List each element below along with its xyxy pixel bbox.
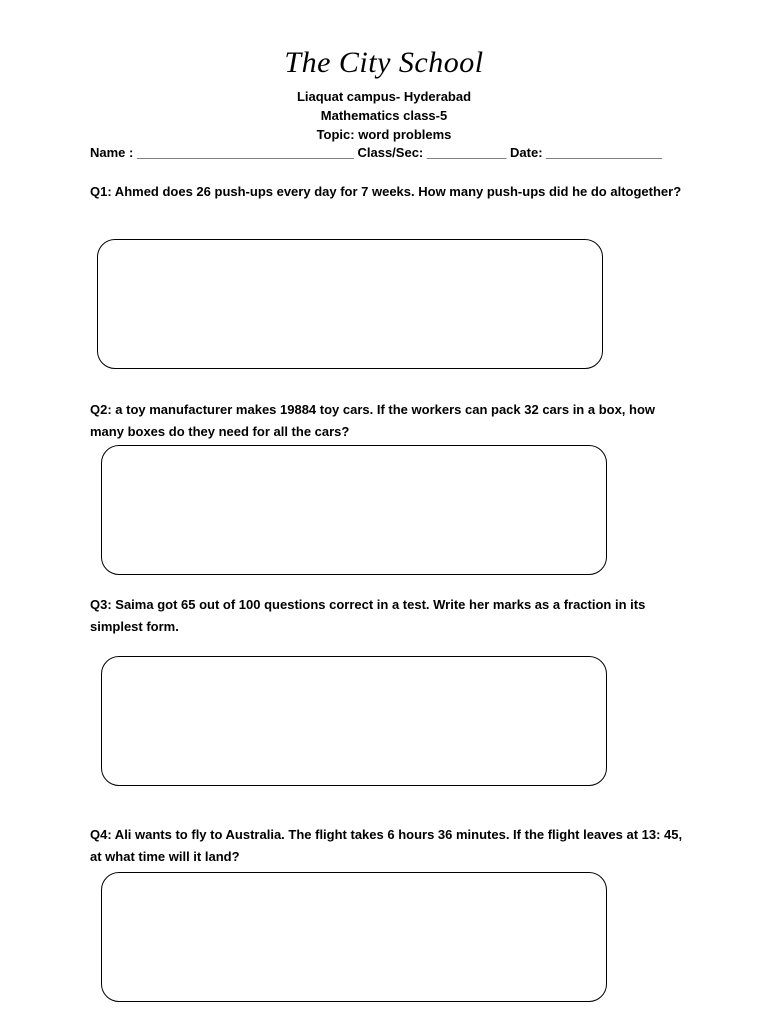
question-3: Q3: Saima got 65 out of 100 questions correct in a test. Write her marks as a fraction in its simplest form. bbox=[90, 597, 646, 634]
answer-box-3[interactable] bbox=[101, 656, 607, 786]
question-4: Q4: Ali wants to fly to Australia. The flight takes 6 hours 36 minutes. If the flight leaves at 13: 45, at what time will it land? bbox=[90, 827, 683, 864]
date-blank[interactable]: ________________ bbox=[546, 145, 662, 160]
answer-box-4[interactable] bbox=[101, 872, 607, 1002]
question-1: Q1: Ahmed does 26 push-ups every day for 7 weeks. How many push-ups did he do altogether? bbox=[90, 184, 682, 199]
name-blank[interactable]: ______________________________ bbox=[136, 145, 354, 160]
campus-line: Liaquat campus- Hyderabad bbox=[296, 89, 472, 104]
class-label: Class/Sec: bbox=[353, 145, 427, 160]
name-label: Name : bbox=[90, 145, 137, 160]
question-2: Q2: a toy manufacturer makes 19884 toy cars. If the workers can pack 32 cars in a box, how many boxes do they need for all the cars? bbox=[90, 402, 656, 439]
topic-line: Topic: word problems bbox=[316, 127, 452, 142]
student-info-line bbox=[90, 145, 662, 160]
class-blank[interactable]: ___________ bbox=[426, 145, 507, 160]
answer-box-2[interactable] bbox=[101, 445, 607, 575]
school-title: The City School bbox=[284, 46, 484, 79]
answer-box-1[interactable] bbox=[97, 239, 603, 369]
subject-line: Mathematics class-5 bbox=[320, 108, 448, 123]
date-label: Date: bbox=[506, 145, 547, 160]
